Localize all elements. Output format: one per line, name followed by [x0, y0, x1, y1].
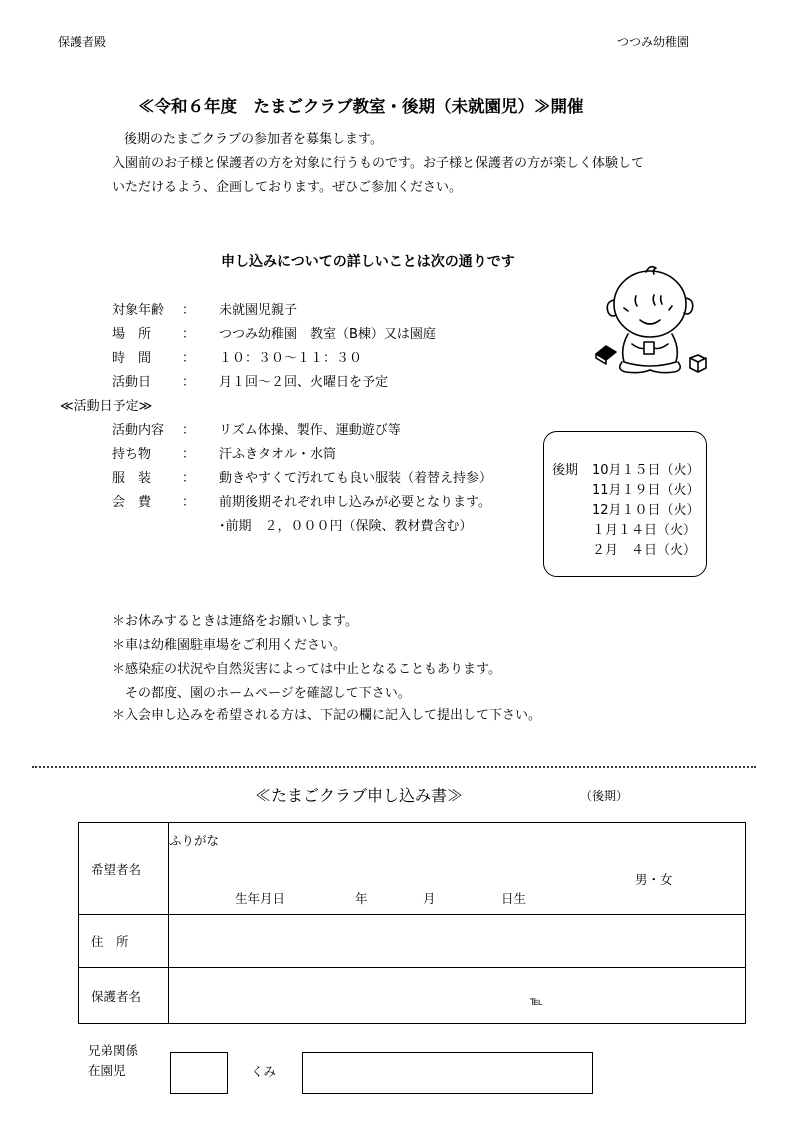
detail-value: 未就園児親子	[219, 303, 298, 318]
recipient-label: 保護者殿	[58, 35, 107, 49]
detail-row	[0, 491, 600, 511]
detail-row	[0, 371, 600, 391]
birthday-label: 生年月日	[235, 891, 286, 906]
detail-row	[0, 467, 600, 487]
details-subtitle: 申し込みについての詳しいことは次の通りです	[221, 254, 515, 270]
detail-label: 服 装	[112, 471, 152, 486]
form-title: ≪たまごクラブ申し込み書≫	[255, 786, 464, 805]
class-input[interactable]	[170, 1052, 228, 1094]
detail-colon: ：	[182, 351, 196, 366]
intro-line-1: 後期のたまごクラブの参加者を募集します。	[124, 132, 383, 147]
schedule-date: 12月１０日（火）	[592, 503, 700, 518]
detail-colon: ：	[182, 495, 196, 510]
intro-line-3: いただけるよう、企画しております。ぜひご参加ください。	[112, 180, 462, 195]
schedule-date: 10月１５日（火）	[592, 463, 700, 478]
address-field[interactable]	[169, 915, 746, 968]
year-label: 年	[355, 891, 368, 906]
detail-colon: ：	[182, 471, 196, 486]
application-form	[78, 822, 746, 1024]
applicant-label: 希望者名	[79, 823, 169, 915]
note-item: ＊お休みするときは連絡をお願いします。	[112, 614, 358, 629]
month-label: 月	[423, 891, 436, 906]
baby-illustration	[588, 262, 712, 380]
class-suffix: くみ	[251, 1064, 277, 1079]
detail-label: 活動日	[112, 375, 152, 390]
schedule-box	[543, 431, 707, 577]
detail-value: 汗ふきタオル・水筒	[219, 447, 337, 462]
schedule-heading: ≪活動日予定≫	[60, 399, 153, 414]
detail-row	[0, 443, 600, 463]
schedule-date: １月１４日（火）	[592, 523, 697, 538]
detail-row	[0, 323, 600, 343]
guardian-label: 保護者名	[79, 968, 169, 1024]
detail-value: 月１回～２回、火曜日を予定	[219, 375, 389, 390]
day-label: 日生	[501, 891, 527, 906]
note-item: ＊入会申し込みを希望される方は、下記の欄に記入して提出して下さい。	[112, 708, 542, 723]
detail-colon: ：	[182, 303, 196, 318]
cut-line	[32, 766, 756, 768]
detail-value: リズム体操、製作、運動遊び等	[219, 423, 401, 438]
detail-label: 時 間	[112, 351, 152, 366]
detail-colon: ：	[182, 327, 196, 342]
guardian-field[interactable]	[169, 968, 746, 1024]
applicant-row	[79, 823, 746, 915]
schedule-date: 11月１９日（火）	[592, 483, 700, 498]
tel-label: ℡	[530, 994, 543, 1008]
address-label: 住 所	[79, 915, 169, 968]
detail-colon: ：	[182, 447, 196, 462]
form-term: （後期）	[580, 789, 629, 803]
note-item: ＊車は幼稚園駐車場をご利用ください。	[112, 638, 347, 653]
furigana-label: ふりがな	[169, 833, 220, 848]
detail-row	[0, 419, 600, 439]
detail-value: 前期後期それぞれ申し込みが必要となります。	[219, 495, 491, 510]
intro-line-2: 入園前のお子様と保護者の方を対象に行うものです。お子様と保護者の方が楽しく体験して	[112, 156, 644, 171]
page-title: ≪令和６年度 たまごクラブ教室・後期（未就園児）≫開催	[138, 97, 584, 116]
sibling-label: 兄弟関係	[88, 1043, 139, 1058]
detail-colon: ：	[182, 423, 196, 438]
schedule-term: 後期	[552, 463, 579, 478]
detail-label: 持ち物	[112, 447, 152, 462]
schedule-date: ２月 ４日（火）	[592, 543, 697, 558]
note-item: その都度、園のホームページを確認して下さい。	[112, 686, 411, 701]
detail-label: 場 所	[112, 327, 152, 342]
enrolled-label: 在園児	[88, 1063, 126, 1078]
note-item: ＊感染症の状況や自然災害によっては中止となることもあります。	[112, 662, 501, 677]
detail-value: 動きやすくて汚れても良い服装（着替え持参）	[219, 471, 493, 486]
detail-value: １０：３０～１１：３０	[219, 351, 363, 366]
detail-row	[0, 347, 600, 367]
sender-label: つつみ幼稚園	[617, 35, 690, 49]
detail-label: 対象年齢	[112, 303, 165, 318]
fee-detail: ･前期 ２，０００円（保険、教材費含む）	[219, 519, 473, 534]
gender-option[interactable]: 男・女	[635, 872, 673, 887]
detail-value: つつみ幼稚園 教室（B棟）又は園庭	[219, 327, 436, 342]
detail-row	[0, 299, 600, 319]
detail-colon: ：	[182, 375, 196, 390]
address-row	[79, 915, 746, 968]
sibling-name-input[interactable]	[302, 1052, 593, 1094]
detail-label: 活動内容	[112, 423, 165, 438]
detail-label: 会 費	[112, 495, 152, 510]
guardian-row	[79, 968, 746, 1024]
applicant-field[interactable]	[169, 823, 746, 915]
